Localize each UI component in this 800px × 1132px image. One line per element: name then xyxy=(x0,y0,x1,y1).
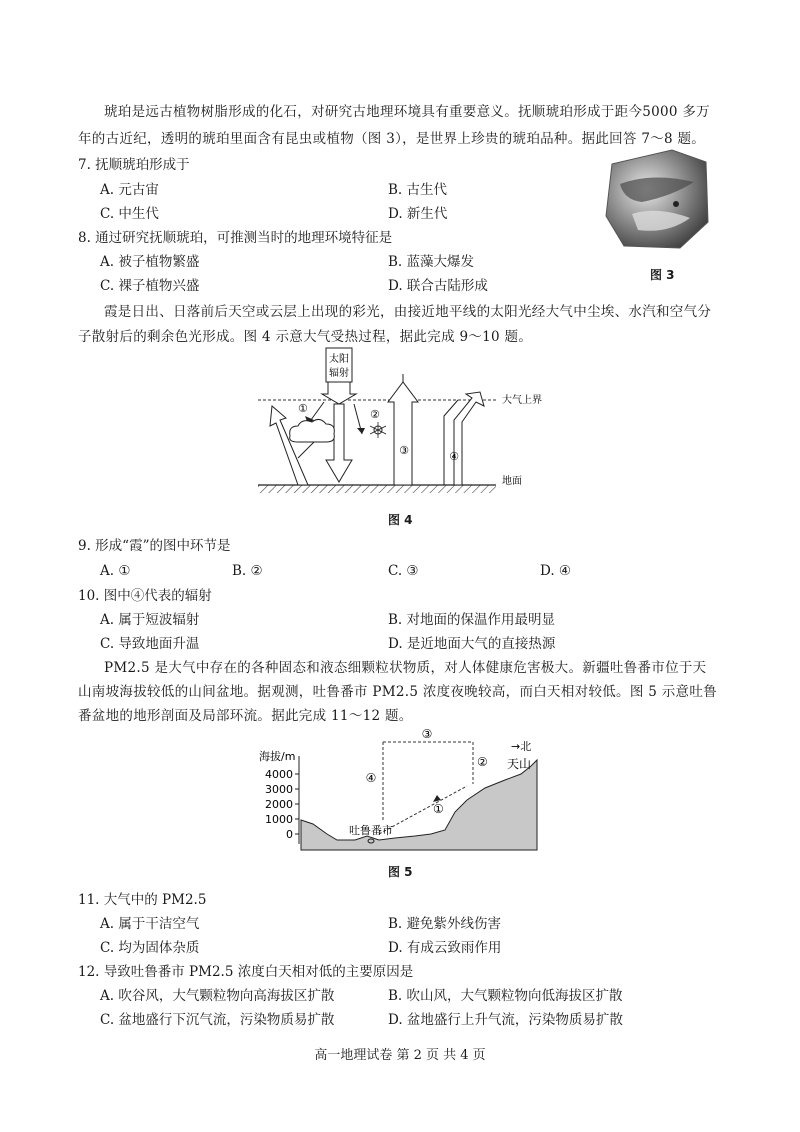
figure-4-caption: 图 4 xyxy=(388,513,413,527)
question-7-option-b[interactable]: B. 古生代 xyxy=(388,182,448,198)
question-9-option-b[interactable]: B. ② xyxy=(232,563,263,579)
fig5-ytick-1000: 1000 xyxy=(265,813,293,826)
question-12-option-c[interactable]: C. 盆地盛行下沉气流，污染物质易扩散 xyxy=(100,1012,335,1028)
fig5-ytick-0: 0 xyxy=(286,828,293,841)
question-9-option-a[interactable]: A. ① xyxy=(100,563,131,579)
question-7-option-c[interactable]: C. 中生代 xyxy=(100,206,159,222)
question-11-option-d[interactable]: D. 有成云致雨作用 xyxy=(388,940,502,956)
fig5-ytick-3000: 3000 xyxy=(265,783,293,796)
fig4-ground-label: 地面 xyxy=(502,476,522,487)
question-7-option-a[interactable]: A. 元古宙 xyxy=(100,182,159,198)
amber-photo xyxy=(602,144,712,254)
page-footer: 高一地理试卷 第 2 页 共 4 页 xyxy=(314,1048,486,1063)
fig5-marker-3: ③ xyxy=(421,727,433,741)
intro-11-12-line1: PM2.5 是大气中存在的各种固态和液态细颗粒状物质，对人体健康危害极大。新疆吐鲁番市位于天 xyxy=(104,660,707,676)
fig5-marker-4: ④ xyxy=(365,771,377,785)
question-10-option-c[interactable]: C. 导致地面升温 xyxy=(100,636,200,652)
question-9-option-c[interactable]: C. ③ xyxy=(388,563,419,579)
question-11-option-c[interactable]: C. 均为固体杂质 xyxy=(100,940,200,956)
question-12-option-b[interactable]: B. 吹山风，大气颗粒物向低海拔区扩散 xyxy=(388,988,623,1004)
fig5-ytick-4000: 4000 xyxy=(265,768,293,781)
question-8-option-d[interactable]: D. 联合古陆形成 xyxy=(388,278,488,294)
question-8-stem: 8. 通过研究抚顺琥珀，可推测当时的地理环境特征是 xyxy=(78,230,393,246)
fig4-marker-4: ④ xyxy=(449,450,459,463)
question-10-option-b[interactable]: B. 对地面的保温作用最明显 xyxy=(388,612,556,628)
question-8-option-c[interactable]: C. 裸子植物兴盛 xyxy=(100,278,200,294)
question-8-option-a[interactable]: A. 被子植物繁盛 xyxy=(100,254,200,270)
fig5-city-label: 吐鲁番市 xyxy=(349,824,393,837)
question-9-option-d[interactable]: D. ④ xyxy=(540,563,572,579)
fig4-marker-1: ① xyxy=(298,402,308,415)
intro-9-10-line1: 霞是日出、日落前后天空或云层上出现的彩光，由接近地平线的太阳光经大气中尘埃、水汽和空气分 xyxy=(104,304,712,320)
question-8-option-b[interactable]: B. 蓝藻大爆发 xyxy=(388,254,475,270)
question-7-option-d[interactable]: D. 新生代 xyxy=(388,206,448,222)
fig5-ytick-2000: 2000 xyxy=(265,798,293,811)
question-11-option-b[interactable]: B. 避免紫外线伤害 xyxy=(388,916,502,932)
figure-5-diagram xyxy=(255,722,555,856)
intro-9-10-line2: 子散射后的剩余色光形成。图 4 示意大气受热过程，据此完成 9～10 题。 xyxy=(78,329,533,345)
question-12-stem: 12. 导致吐鲁番市 PM2.5 浓度白天相对低的主要原因是 xyxy=(78,964,414,980)
intro-7-8-line2: 年的古近纪，透明的琥珀里面含有昆虫或植物（图 3），是世界上珍贵的琥珀品种。据此回答 7～8 题。 xyxy=(78,131,706,147)
figure-3-caption: 图 3 xyxy=(650,268,675,282)
fig5-marker-2: ② xyxy=(477,755,488,769)
fig4-marker-2: ② xyxy=(370,408,380,421)
fig4-marker-3: ③ xyxy=(399,444,409,457)
figure-4-diagram xyxy=(258,342,548,502)
fig5-ylabel: 海拔/m xyxy=(259,750,296,763)
question-11-stem: 11. 大气中的 PM2.5 xyxy=(78,892,207,908)
question-10-option-d[interactable]: D. 是近地面大气的直接热源 xyxy=(388,636,556,652)
question-12-option-d[interactable]: D. 盆地盛行上升气流，污染物质易扩散 xyxy=(388,1012,623,1028)
fig4-solar-label-1: 太阳 xyxy=(329,354,349,365)
intro-11-12-line2: 山南坡海拔较低的山间盆地。据观测，吐鲁番市 PM2.5 浓度夜晚较高，而白天相对较低。图 5 示意吐鲁 xyxy=(78,684,717,700)
question-9-stem: 9. 形成“霞”的图中环节是 xyxy=(78,538,231,554)
fig5-north-label: →北 xyxy=(511,740,532,753)
question-12-option-a[interactable]: A. 吹谷风，大气颗粒物向高海拔区扩散 xyxy=(100,988,335,1004)
fig5-mountain-label: 天山 xyxy=(507,757,532,771)
intro-7-8-line1: 琥珀是远古植物树脂形成的化石，对研究古地理环境具有重要意义。抚顺琥珀形成于距今5000 多万 xyxy=(104,104,710,120)
fig4-solar-label-2: 辐射 xyxy=(329,368,349,379)
fig4-top-label: 大气上界 xyxy=(502,395,542,406)
question-7-stem: 7. 抚顺琥珀形成于 xyxy=(78,157,190,173)
fig5-marker-1: ① xyxy=(433,802,444,816)
intro-11-12-line3: 番盆地的地形剖面及局部环流。据此完成 11～12 题。 xyxy=(78,708,413,724)
question-10-option-a[interactable]: A. 属于短波辐射 xyxy=(100,612,200,628)
figure-5-caption: 图 5 xyxy=(388,865,413,879)
question-11-option-a[interactable]: A. 属于干洁空气 xyxy=(100,916,200,932)
question-10-stem: 10. 图中④代表的辐射 xyxy=(78,588,212,604)
